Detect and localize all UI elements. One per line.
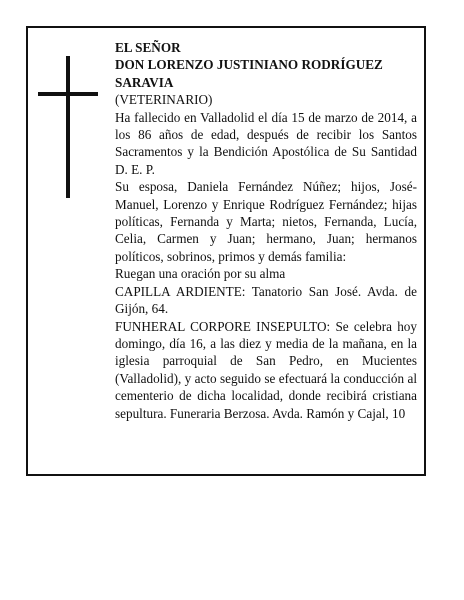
funeral-info: FUNHERAL CORPORE INSEPULTO: Se celebra hoy domingo, día 16, a las diez y media de la mañana, en la iglesia parroquial de San Pedro, en Mucientes (Valladolid), y acto seguido se efectuará la conducción al cementerio de dicha localidad, donde recibirá cristiana sepultura. Funeraria Berzosa. Avda. Ramón y Cajal, 10 (115, 318, 417, 421)
obituary-text (115, 39, 417, 422)
deceased-name: DON LORENZO JUSTINIANO RODRÍGUEZ SARAVIA (115, 57, 383, 90)
chapel-info: CAPILLA ARDIENTE: Tanatorio San José. Avda. de Gijón, 64. (115, 283, 417, 317)
cross-vertical-bar (66, 56, 70, 198)
header-title: EL SEÑOR (115, 40, 181, 55)
death-announcement: Ha fallecido en Valladolid el día 15 de marzo de 2014, a los 86 años de edad, después de recibir los Santos Sacramentos y la Bendición Apostólica de Su Santidad D. E. P. (115, 109, 417, 177)
cross-horizontal-bar (38, 92, 98, 96)
profession: (VETERINARIO) (115, 92, 213, 108)
cross-icon (38, 56, 98, 198)
prayer-request: Ruegan una oración por su alma (115, 266, 286, 282)
obituary-notice (26, 26, 426, 476)
family-list: Su esposa, Daniela Fernández Núñez; hijos, José-Manuel, Lorenzo y Enrique Rodríguez Fernández; hijas políticas, Fernanda y Marta; nietos, Fernanda, Lucía, Celia, Carmen y Juan; hermano, Juan; hermanos políticos, sobrinos, primos y demás familia: (115, 179, 417, 264)
